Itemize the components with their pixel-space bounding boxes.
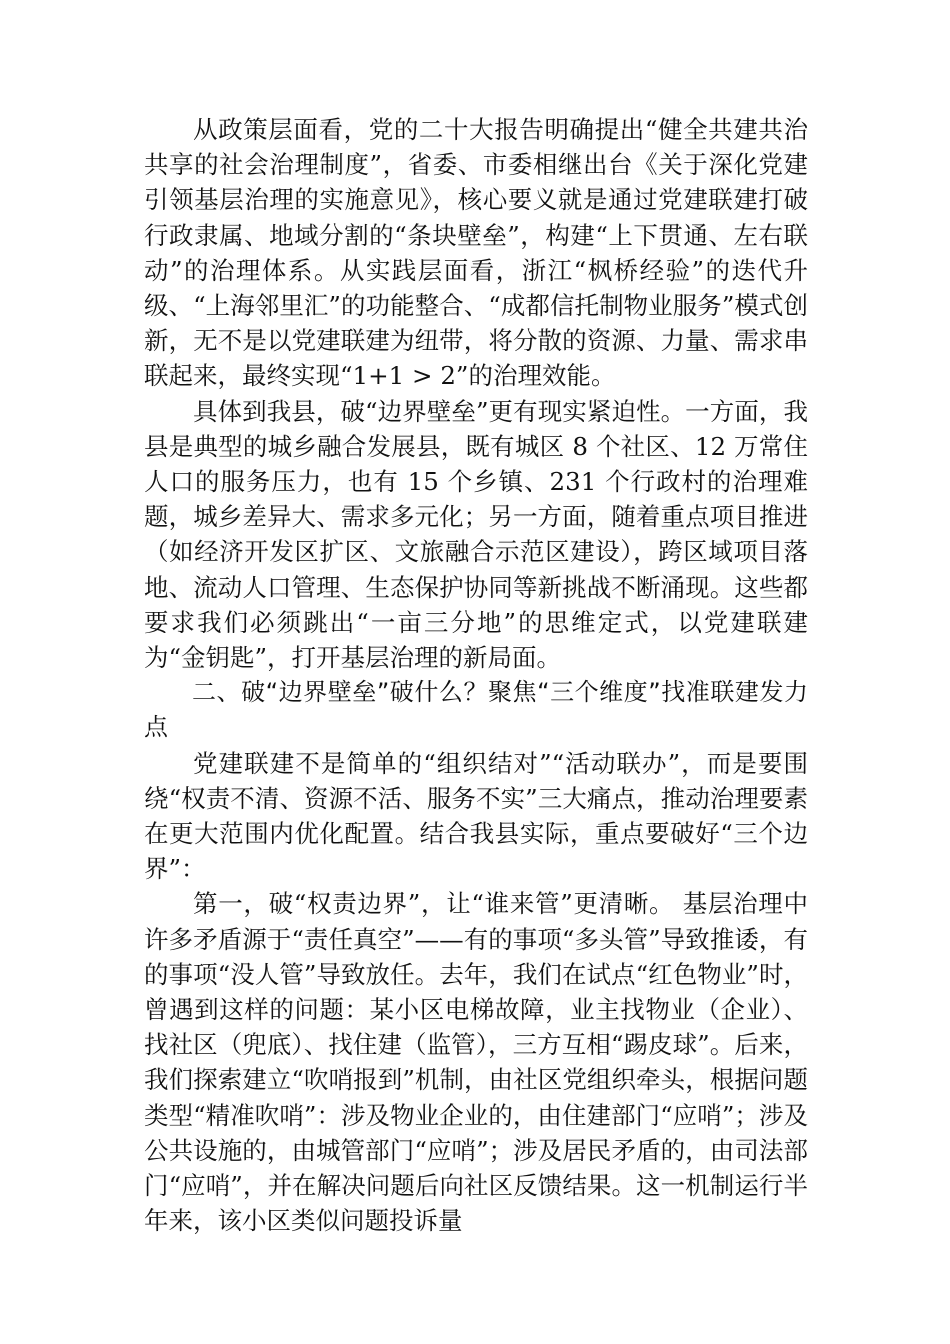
paragraph-county-urgency: 具体到我县，破“边界壁垒”更有现实紧迫性。一方面，我县是典型的城乡融合发展县，既有城区 8 个社区、12 万常住人口的服务压力，也有 15 个乡镇、231 个行政村的治理难题，城乡差异大、需求多元化；另一方面，随着重点项目推进（如经济开发区扩区、文旅融合示范区建设），跨区域项目落地、流动人口管理、生态保护协同等新挑战不断涌现。这些都要求我们必须跳出“一亩三分地”的思维定式，以党建联建为“金钥匙”，打开基层治理的新局面。	[144, 396, 808, 673]
paragraph-three-boundaries: 党建联建不是简单的“组织结对”“活动联办”，而是要围绕“权责不清、资源不活、服务不实”三大痛点，推动治理要素在更大范围内优化配置。结合我县实际，重点要破好“三个边界”：	[144, 748, 808, 884]
section-heading-two: 二、破“边界壁垒”破什么？聚焦“三个维度”找准联建发力点	[144, 678, 808, 742]
paragraph-policy-practice: 从政策层面看，党的二十大报告明确提出“健全共建共治共享的社会治理制度”，省委、市委相继出台《关于深化党建引领基层治理的实施意见》，核心要义就是通过党建联建打破行政隶属、地域分割的“条块壁垒”，构建“上下贯通、左右联动”的治理体系。从实践层面看，浙江“枫桥经验”的迭代升级、“上海邻里汇”的功能整合、“成都信托制物业服务”模式创新，无不是以党建联建为纽带，将分散的资源、力量、需求串联起来，最终实现“1+1 > 2”的治理效能。	[144, 115, 808, 391]
document-page	[144, 112, 808, 1239]
paragraph-responsibility-boundary: 第一，破“权责边界”，让“谁来管”更清晰。 基层治理中许多矛盾源于“责任真空”——有的事项“多头管”导致推诿，有的事项“没人管”导致放任。去年，我们在试点“红色物业”时，曾遇到这样的问题：某小区电梯故障，业主找物业（企业）、找社区（兜底）、找住建（监管），三方互相“踢皮球”。后来，我们探索建立“吹哨报到”机制，由社区党组织牵头，根据问题类型“精准吹哨”：涉及物业企业的，由住建部门“应哨”；涉及公共设施的，由城管部门“应哨”；涉及居民矛盾的，由司法部门“应哨”，并在解决问题后向社区反馈结果。这一机制运行半年来，该小区类似问题投诉量	[144, 889, 808, 1236]
